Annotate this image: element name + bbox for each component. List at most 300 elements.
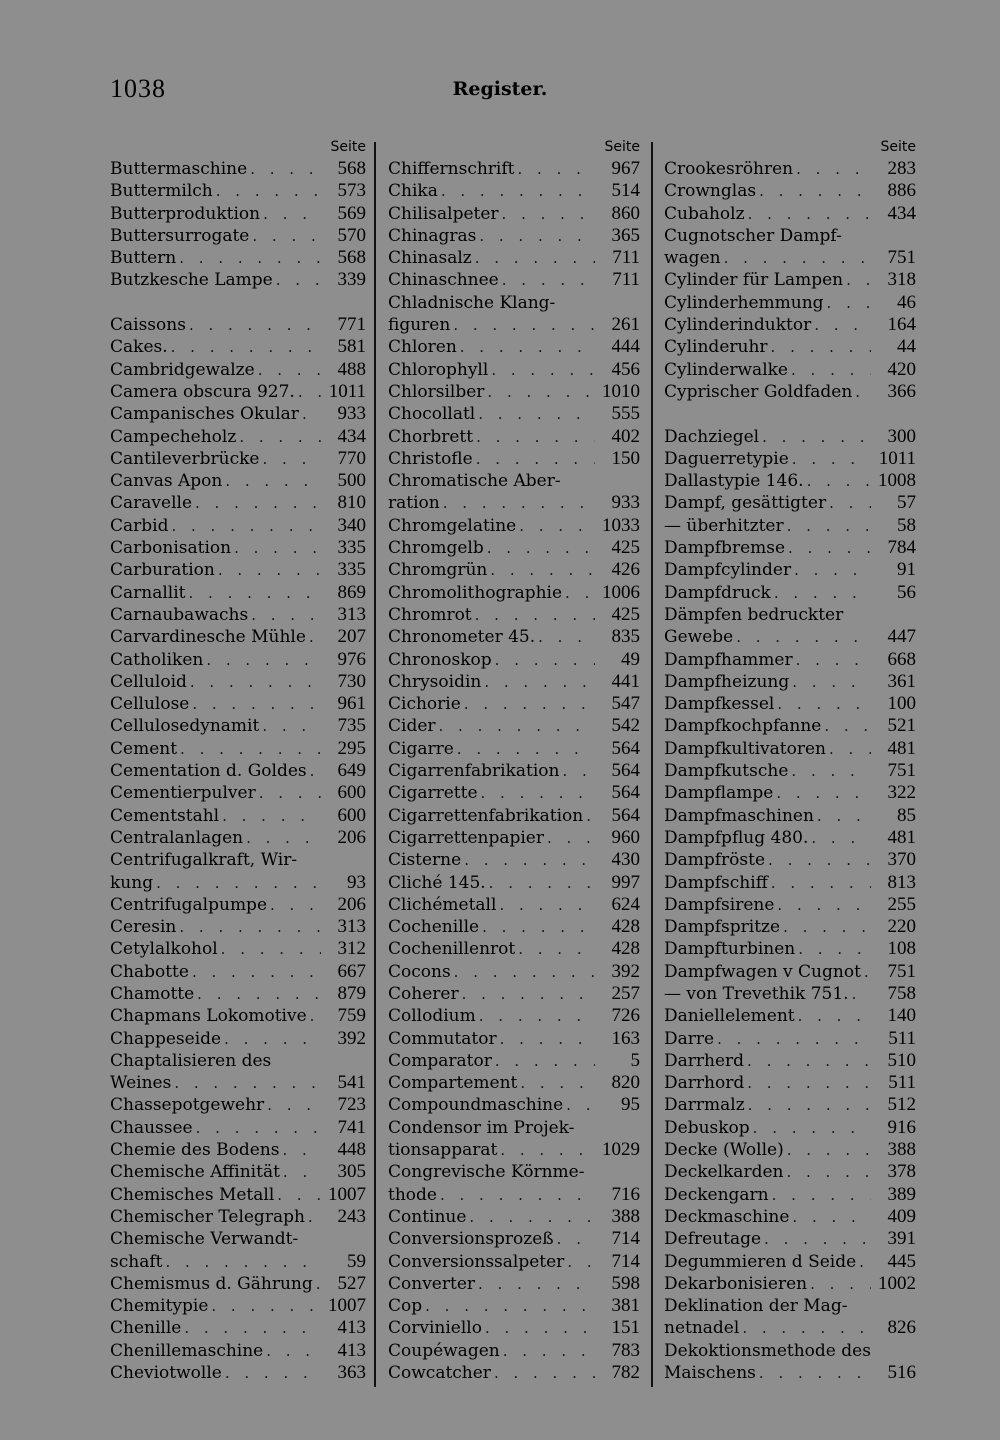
index-term: Dampflampe xyxy=(664,783,774,804)
index-page-ref: 49 xyxy=(621,648,640,670)
index-entry xyxy=(388,203,640,225)
index-entry xyxy=(664,1139,916,1161)
index-entry xyxy=(664,381,916,403)
leader-dots xyxy=(180,738,321,760)
leader-dots xyxy=(277,1184,321,1206)
leader-dots xyxy=(460,336,595,358)
index-page-ref: 581 xyxy=(337,336,366,358)
index-page-ref: 426 xyxy=(611,559,640,581)
index-entry xyxy=(664,158,916,180)
leader-dots xyxy=(216,180,321,202)
index-entry xyxy=(110,582,366,604)
leader-dots xyxy=(787,515,871,537)
index-entry xyxy=(388,292,640,314)
index-term: Carvardinesche Mühle xyxy=(110,627,306,648)
index-term: Darrmalz xyxy=(664,1095,745,1116)
index-page-ref: 481 xyxy=(887,826,916,848)
index-term: Gewebe xyxy=(664,627,734,648)
leader-dots xyxy=(736,626,871,648)
leader-dots xyxy=(469,1206,595,1228)
index-page-ref: 1007 xyxy=(328,1183,366,1205)
index-entry xyxy=(110,225,366,247)
index-term: Carbonisation xyxy=(110,538,232,559)
leader-dots xyxy=(250,158,321,180)
leader-dots xyxy=(481,782,596,804)
index-term: Buttern xyxy=(110,248,177,269)
index-term: Cocons xyxy=(388,961,451,982)
index-term: Deckmaschine xyxy=(664,1206,790,1227)
leader-dots xyxy=(520,1072,595,1094)
index-term: Carbid xyxy=(110,515,169,536)
leader-dots xyxy=(499,894,595,916)
index-page-ref: 916 xyxy=(887,1116,916,1138)
leader-dots xyxy=(475,247,595,269)
index-column-3 xyxy=(664,136,916,1384)
index-entry xyxy=(664,1094,916,1116)
index-entry xyxy=(388,515,640,537)
leader-dots xyxy=(753,1117,871,1139)
index-term: Cugnotscher Dampf- xyxy=(664,225,842,246)
index-page-ref: 570 xyxy=(337,224,366,246)
leader-dots xyxy=(791,359,871,381)
index-term: Cubaholz xyxy=(664,203,745,224)
index-term: Ceresin xyxy=(110,917,177,938)
leader-dots xyxy=(179,916,321,938)
index-term: kung xyxy=(110,872,154,893)
index-term: Weines xyxy=(110,1073,172,1094)
index-page-ref: 751 xyxy=(887,760,916,782)
index-term: Cylinderwalke xyxy=(664,359,788,380)
leader-dots xyxy=(586,805,595,827)
index-page-ref: 726 xyxy=(611,1005,640,1027)
leader-dots xyxy=(788,537,871,559)
index-entry xyxy=(664,715,916,737)
index-entry xyxy=(110,849,366,871)
index-term: Condensor im Projek- xyxy=(388,1117,575,1138)
index-entry xyxy=(388,961,640,983)
index-term: Chemitypie xyxy=(110,1296,209,1317)
leader-dots xyxy=(792,448,871,470)
index-page-ref: 361 xyxy=(887,670,916,692)
index-page-ref: 445 xyxy=(887,1250,916,1272)
index-term: Converter xyxy=(388,1273,476,1294)
index-page-ref: 56 xyxy=(897,581,916,603)
index-entry xyxy=(388,225,640,247)
index-entry xyxy=(110,1094,366,1116)
leader-dots xyxy=(500,1028,595,1050)
index-entry xyxy=(664,426,916,448)
index-entry xyxy=(388,582,640,604)
leader-dots xyxy=(827,292,871,314)
index-term: Dampfdruck xyxy=(664,582,771,603)
page-column-header: Seite xyxy=(330,139,366,155)
index-entry xyxy=(664,269,916,291)
index-page-ref: 57 xyxy=(897,492,916,514)
leader-dots xyxy=(263,203,321,225)
leader-dots xyxy=(218,559,321,581)
index-term: Decke (Wolle) xyxy=(664,1140,784,1161)
index-page-ref: 365 xyxy=(611,224,640,246)
index-entry xyxy=(388,381,640,403)
index-page-ref: 826 xyxy=(887,1317,916,1339)
leader-dots xyxy=(190,671,321,693)
index-entry xyxy=(664,470,916,492)
index-entry xyxy=(110,1161,366,1183)
index-page-ref: 261 xyxy=(611,314,640,336)
leader-dots xyxy=(774,582,871,604)
leader-dots xyxy=(225,470,321,492)
leader-dots xyxy=(196,1117,321,1139)
index-term: Chloren xyxy=(388,337,457,358)
index-entry xyxy=(110,559,366,581)
index-entry xyxy=(388,1340,640,1362)
index-entry xyxy=(388,426,640,448)
index-term: Chiffernschrift xyxy=(388,159,515,179)
index-entry xyxy=(664,626,916,648)
index-entry xyxy=(664,604,916,626)
index-page-ref: 511 xyxy=(888,1072,916,1094)
index-term: Buttermilch xyxy=(110,181,213,202)
index-entry xyxy=(664,805,916,827)
index-page-ref: 1029 xyxy=(602,1139,640,1161)
index-term: Daniellelement xyxy=(664,1006,795,1027)
index-entry xyxy=(664,782,916,804)
index-term: Conversionsprozeß xyxy=(388,1229,554,1250)
index-term: Chronoskop xyxy=(388,649,492,670)
leader-dots xyxy=(852,983,871,1005)
index-page-ref: 428 xyxy=(611,938,640,960)
index-term: Crownglas xyxy=(664,181,757,202)
leader-dots xyxy=(772,1184,871,1206)
index-page-ref: 527 xyxy=(337,1272,366,1294)
leader-dots xyxy=(308,1206,321,1228)
index-entry xyxy=(110,448,366,470)
index-term: Celluloid xyxy=(110,671,187,692)
index-page-ref: 392 xyxy=(337,1027,366,1049)
index-entry xyxy=(110,626,366,648)
index-term: Dampfheizung xyxy=(664,671,790,692)
index-page-ref: 810 xyxy=(337,492,366,514)
index-term: Dachziegel xyxy=(664,426,760,447)
leader-dots xyxy=(454,961,595,983)
index-entry xyxy=(664,671,916,693)
index-page-ref: 366 xyxy=(887,380,916,402)
index-entry xyxy=(110,515,366,537)
index-spacer xyxy=(664,403,916,425)
index-entry xyxy=(388,336,640,358)
index-term: Chappeseide xyxy=(110,1028,222,1049)
index-page-ref: 976 xyxy=(337,648,366,670)
leader-dots xyxy=(262,715,321,737)
index-term: Chronometer 45. xyxy=(388,627,536,648)
index-term: Caissons xyxy=(110,315,186,336)
leader-dots xyxy=(776,782,871,804)
index-page-ref: 835 xyxy=(611,626,640,648)
column-divider xyxy=(651,142,653,1387)
index-entry xyxy=(110,1050,366,1072)
leader-dots xyxy=(798,1005,871,1027)
index-entry xyxy=(388,314,640,336)
index-page-ref: 542 xyxy=(611,715,640,737)
index-term: Coherer xyxy=(388,983,459,1004)
index-term: Debuskop xyxy=(664,1117,750,1138)
index-column-1 xyxy=(110,136,366,1384)
index-entry xyxy=(664,938,916,960)
index-entry xyxy=(388,1206,640,1228)
leader-dots xyxy=(171,515,321,537)
index-entry xyxy=(388,1005,640,1027)
index-term: Canvas Apon xyxy=(110,471,223,492)
index-page-ref: 784 xyxy=(887,537,916,559)
index-entry xyxy=(110,1206,366,1228)
index-entry xyxy=(110,269,366,291)
index-page-ref: 600 xyxy=(337,804,366,826)
index-term: Carburation xyxy=(110,560,215,581)
index-entry xyxy=(110,492,366,514)
index-entry xyxy=(110,1184,366,1206)
index-entry xyxy=(664,314,916,336)
index-page-ref: 564 xyxy=(611,782,640,804)
index-entry xyxy=(664,849,916,871)
index-page-ref: 564 xyxy=(611,737,640,759)
leader-dots xyxy=(491,359,595,381)
index-page-ref: 783 xyxy=(611,1339,640,1361)
index-entry xyxy=(388,782,640,804)
leader-dots xyxy=(439,715,595,737)
index-page-ref: 568 xyxy=(337,247,366,269)
index-page-ref: 283 xyxy=(887,158,916,179)
index-page-ref: 255 xyxy=(887,893,916,915)
index-entry xyxy=(388,872,640,894)
leader-dots xyxy=(263,448,322,470)
leader-dots xyxy=(251,604,321,626)
index-term: Cliché 145. xyxy=(388,872,486,893)
index-term: Degummieren d Seide xyxy=(664,1251,857,1272)
index-page-ref: 997 xyxy=(611,871,640,893)
index-term: Catholiken xyxy=(110,649,204,670)
index-entry xyxy=(110,715,366,737)
index-term: Caravelle xyxy=(110,493,193,514)
index-page-ref: 381 xyxy=(611,1295,640,1317)
index-term: Chromgelatine xyxy=(388,515,517,536)
index-page-ref: 1002 xyxy=(878,1272,916,1294)
leader-dots xyxy=(748,203,871,225)
index-entry xyxy=(388,492,640,514)
index-term: Chemische Verwandt- xyxy=(110,1229,299,1250)
index-term: thode xyxy=(388,1184,437,1205)
index-entry xyxy=(388,1273,640,1295)
index-page-ref: 340 xyxy=(337,514,366,536)
index-page-ref: 456 xyxy=(611,358,640,380)
index-term: Dampfpflug 480. xyxy=(664,827,809,848)
index-term: Dampfsirene xyxy=(664,894,775,915)
index-term: Chocollatl xyxy=(388,404,476,425)
leader-dots xyxy=(298,381,321,403)
index-page-ref: 568 xyxy=(337,158,366,179)
leader-dots xyxy=(798,938,871,960)
index-page-ref: 322 xyxy=(887,782,916,804)
leader-dots xyxy=(489,872,595,894)
leader-dots xyxy=(211,1295,321,1317)
index-entry xyxy=(664,693,916,715)
leader-dots xyxy=(195,492,321,514)
index-entry xyxy=(664,1273,916,1295)
index-term: Dallastypie 146. xyxy=(664,471,804,492)
index-term: Dekoktionsmethode des xyxy=(664,1340,871,1361)
index-entry xyxy=(664,894,916,916)
index-entry xyxy=(110,782,366,804)
index-page-ref: 667 xyxy=(337,960,366,982)
index-entry xyxy=(664,359,916,381)
leader-dots xyxy=(747,1050,871,1072)
index-term: Carnallit xyxy=(110,582,186,603)
index-term: Chemie des Bodens xyxy=(110,1140,280,1161)
index-page-ref: 933 xyxy=(337,403,366,425)
index-entry xyxy=(110,1005,366,1027)
index-term: Chaussee xyxy=(110,1117,193,1138)
leader-dots xyxy=(484,671,595,693)
index-entry xyxy=(388,1050,640,1072)
index-page-ref: 318 xyxy=(887,269,916,291)
leader-dots xyxy=(179,247,321,269)
index-page-ref: 564 xyxy=(611,760,640,782)
index-term: Dekarbonisieren xyxy=(664,1273,808,1294)
index-term: Cylinderuhr xyxy=(664,337,768,358)
index-term: Cementstahl xyxy=(110,805,220,826)
index-page-ref: 220 xyxy=(887,916,916,938)
leader-dots xyxy=(547,827,595,849)
index-entry xyxy=(110,247,366,269)
index-term: Dampfkultivatoren xyxy=(664,738,826,759)
index-page-ref: 339 xyxy=(337,269,366,291)
leader-dots xyxy=(567,1251,595,1273)
index-page-ref: 782 xyxy=(611,1362,640,1384)
index-entry xyxy=(388,269,640,291)
index-page-ref: 388 xyxy=(611,1205,640,1227)
index-page-ref: 335 xyxy=(337,559,366,581)
index-term: Dampf, gesättigter xyxy=(664,493,827,514)
index-entry xyxy=(388,180,640,202)
index-term: Deklination der Mag- xyxy=(664,1296,848,1317)
leader-dots xyxy=(309,626,321,648)
index-entry xyxy=(110,537,366,559)
index-entry xyxy=(110,1228,366,1250)
index-page-ref: 140 xyxy=(887,1005,916,1027)
index-entry xyxy=(110,738,366,760)
leader-dots xyxy=(762,426,871,448)
index-term: Butzkesche Lampe xyxy=(110,270,273,291)
index-page-ref: 711 xyxy=(612,247,640,269)
leader-dots xyxy=(771,336,871,358)
index-page-ref: 521 xyxy=(887,715,916,737)
index-page-ref: 257 xyxy=(611,982,640,1004)
index-term: Chemisches Metall xyxy=(110,1184,275,1205)
index-page-ref: 967 xyxy=(611,158,640,179)
index-page-ref: 93 xyxy=(347,871,366,893)
index-term: Chapmans Lokomotive xyxy=(110,1006,307,1027)
index-entry xyxy=(664,1295,916,1317)
leader-dots xyxy=(482,916,595,938)
index-page-ref: 555 xyxy=(611,403,640,425)
leader-dots xyxy=(441,180,595,202)
leader-dots xyxy=(786,1161,871,1183)
index-term: Cellulose xyxy=(110,694,190,715)
index-page-ref: 813 xyxy=(887,871,916,893)
leader-dots xyxy=(310,760,321,782)
index-term: Cyprischer Goldfaden xyxy=(664,381,853,402)
index-entry xyxy=(110,203,366,225)
index-page-ref: 243 xyxy=(337,1205,366,1227)
leader-dots xyxy=(717,1028,871,1050)
index-term: Cigarrettenfabrikation xyxy=(388,805,584,826)
leader-dots xyxy=(814,314,871,336)
index-page-ref: 420 xyxy=(887,358,916,380)
index-term: Dampfkessel xyxy=(664,694,775,715)
index-page-ref: 516 xyxy=(887,1362,916,1384)
index-entry xyxy=(388,537,640,559)
index-entry xyxy=(110,1251,366,1273)
leader-dots xyxy=(221,938,321,960)
leader-dots xyxy=(270,894,321,916)
index-entry xyxy=(664,1161,916,1183)
index-term: Chemische Affinität xyxy=(110,1162,280,1183)
index-term: Dampfbremse xyxy=(664,538,786,559)
index-entry xyxy=(388,649,640,671)
index-term: Chenillemaschine xyxy=(110,1340,264,1361)
leader-dots xyxy=(771,872,871,894)
index-page-ref: 388 xyxy=(887,1139,916,1161)
index-page-ref: 573 xyxy=(337,180,366,202)
index-entry xyxy=(388,1028,640,1050)
index-term: Cementierpulver xyxy=(110,783,256,804)
index-term: Maischens xyxy=(664,1363,756,1384)
index-page-ref: 150 xyxy=(611,447,640,469)
index-entry xyxy=(388,1072,640,1094)
index-page-ref: 723 xyxy=(337,1094,366,1116)
index-page-ref: 569 xyxy=(337,202,366,224)
leader-dots xyxy=(282,1139,321,1161)
index-term: Chinaschnee xyxy=(388,270,499,291)
index-term: Chromgrün xyxy=(388,560,488,581)
index-page-ref: 430 xyxy=(611,849,640,871)
leader-dots xyxy=(811,827,871,849)
index-entry xyxy=(110,314,366,336)
index-term: schaft xyxy=(110,1251,163,1272)
index-page-ref: 716 xyxy=(611,1183,640,1205)
index-term: Congrevische Körnme- xyxy=(388,1162,585,1183)
index-page-ref: 206 xyxy=(337,893,366,915)
index-term: Dampfschiff xyxy=(664,872,768,893)
index-page-ref: 163 xyxy=(611,1027,640,1049)
index-entry xyxy=(664,559,916,581)
index-page-ref: 363 xyxy=(337,1362,366,1384)
leader-dots xyxy=(796,649,871,671)
leader-dots xyxy=(777,693,871,715)
index-term: tionsapparat xyxy=(388,1140,498,1161)
leader-dots xyxy=(487,537,595,559)
index-entry xyxy=(388,1317,640,1339)
index-entry xyxy=(388,448,640,470)
leader-dots xyxy=(783,916,871,938)
index-term: Coupéwagen xyxy=(388,1340,500,1361)
leader-dots xyxy=(566,1094,595,1116)
index-entry xyxy=(664,582,916,604)
index-term: — überhitzter xyxy=(664,515,784,536)
index-term: Compartement xyxy=(388,1073,518,1094)
leader-dots xyxy=(807,470,871,492)
index-page-ref: 305 xyxy=(337,1161,366,1183)
index-page-ref: 413 xyxy=(337,1317,366,1339)
